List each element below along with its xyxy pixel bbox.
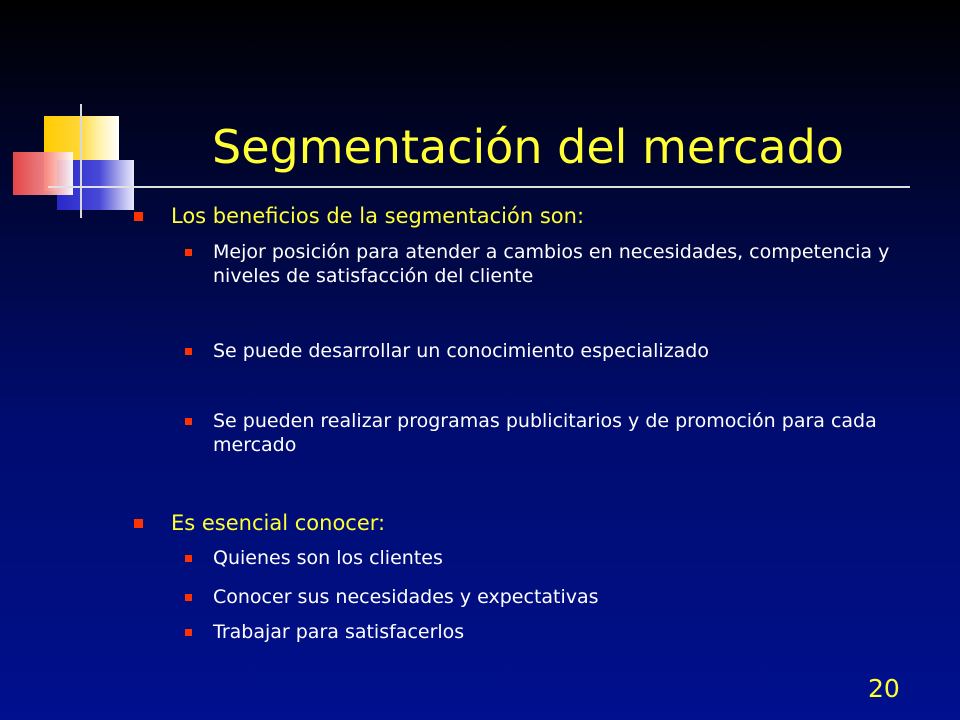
subbullet-item (213, 409, 913, 457)
subbullet-item (213, 585, 913, 609)
bullet-square-icon (185, 629, 192, 636)
slide-title: Segmentación del mercado (212, 120, 844, 174)
bullet-square-icon (185, 348, 192, 355)
bullet-text: Los beneficios de la segmentación son: (171, 204, 585, 228)
page-number: 20 (868, 674, 900, 703)
red-square (13, 152, 73, 195)
subbullet-text: Mejor posición para atender a cambios en necesidades, competencia y niveles de satisfacción del cliente (213, 241, 890, 287)
subbullet-item (213, 339, 913, 363)
decorative-squares-logo (0, 0, 960, 230)
bullet-square-icon (185, 249, 192, 256)
bullet-square-icon (185, 418, 192, 425)
subbullet-text: Conocer sus necesidades y expectativas (213, 586, 599, 608)
subbullet-item (213, 240, 913, 288)
bullet-square-icon (185, 555, 192, 562)
title-underline (48, 186, 910, 188)
subbullet-text: Quienes son los clientes (213, 547, 443, 569)
subbullet-text: Trabajar para satisfacerlos (213, 621, 465, 643)
bullet-text: Es esencial conocer: (171, 511, 386, 535)
subbullet-item (213, 620, 913, 644)
bullet-item (171, 510, 385, 536)
bullet-item (171, 203, 584, 229)
vertical-divider-line (80, 104, 82, 218)
subbullet-text: Se puede desarrollar un conocimiento especializado (213, 340, 709, 362)
subbullet-item (213, 546, 913, 570)
bullet-square-icon (134, 212, 143, 221)
subbullet-text: Se pueden realizar programas publicitarios y de promoción para cada mercado (213, 410, 877, 456)
bullet-square-icon (185, 594, 192, 601)
bullet-square-icon (134, 519, 143, 528)
